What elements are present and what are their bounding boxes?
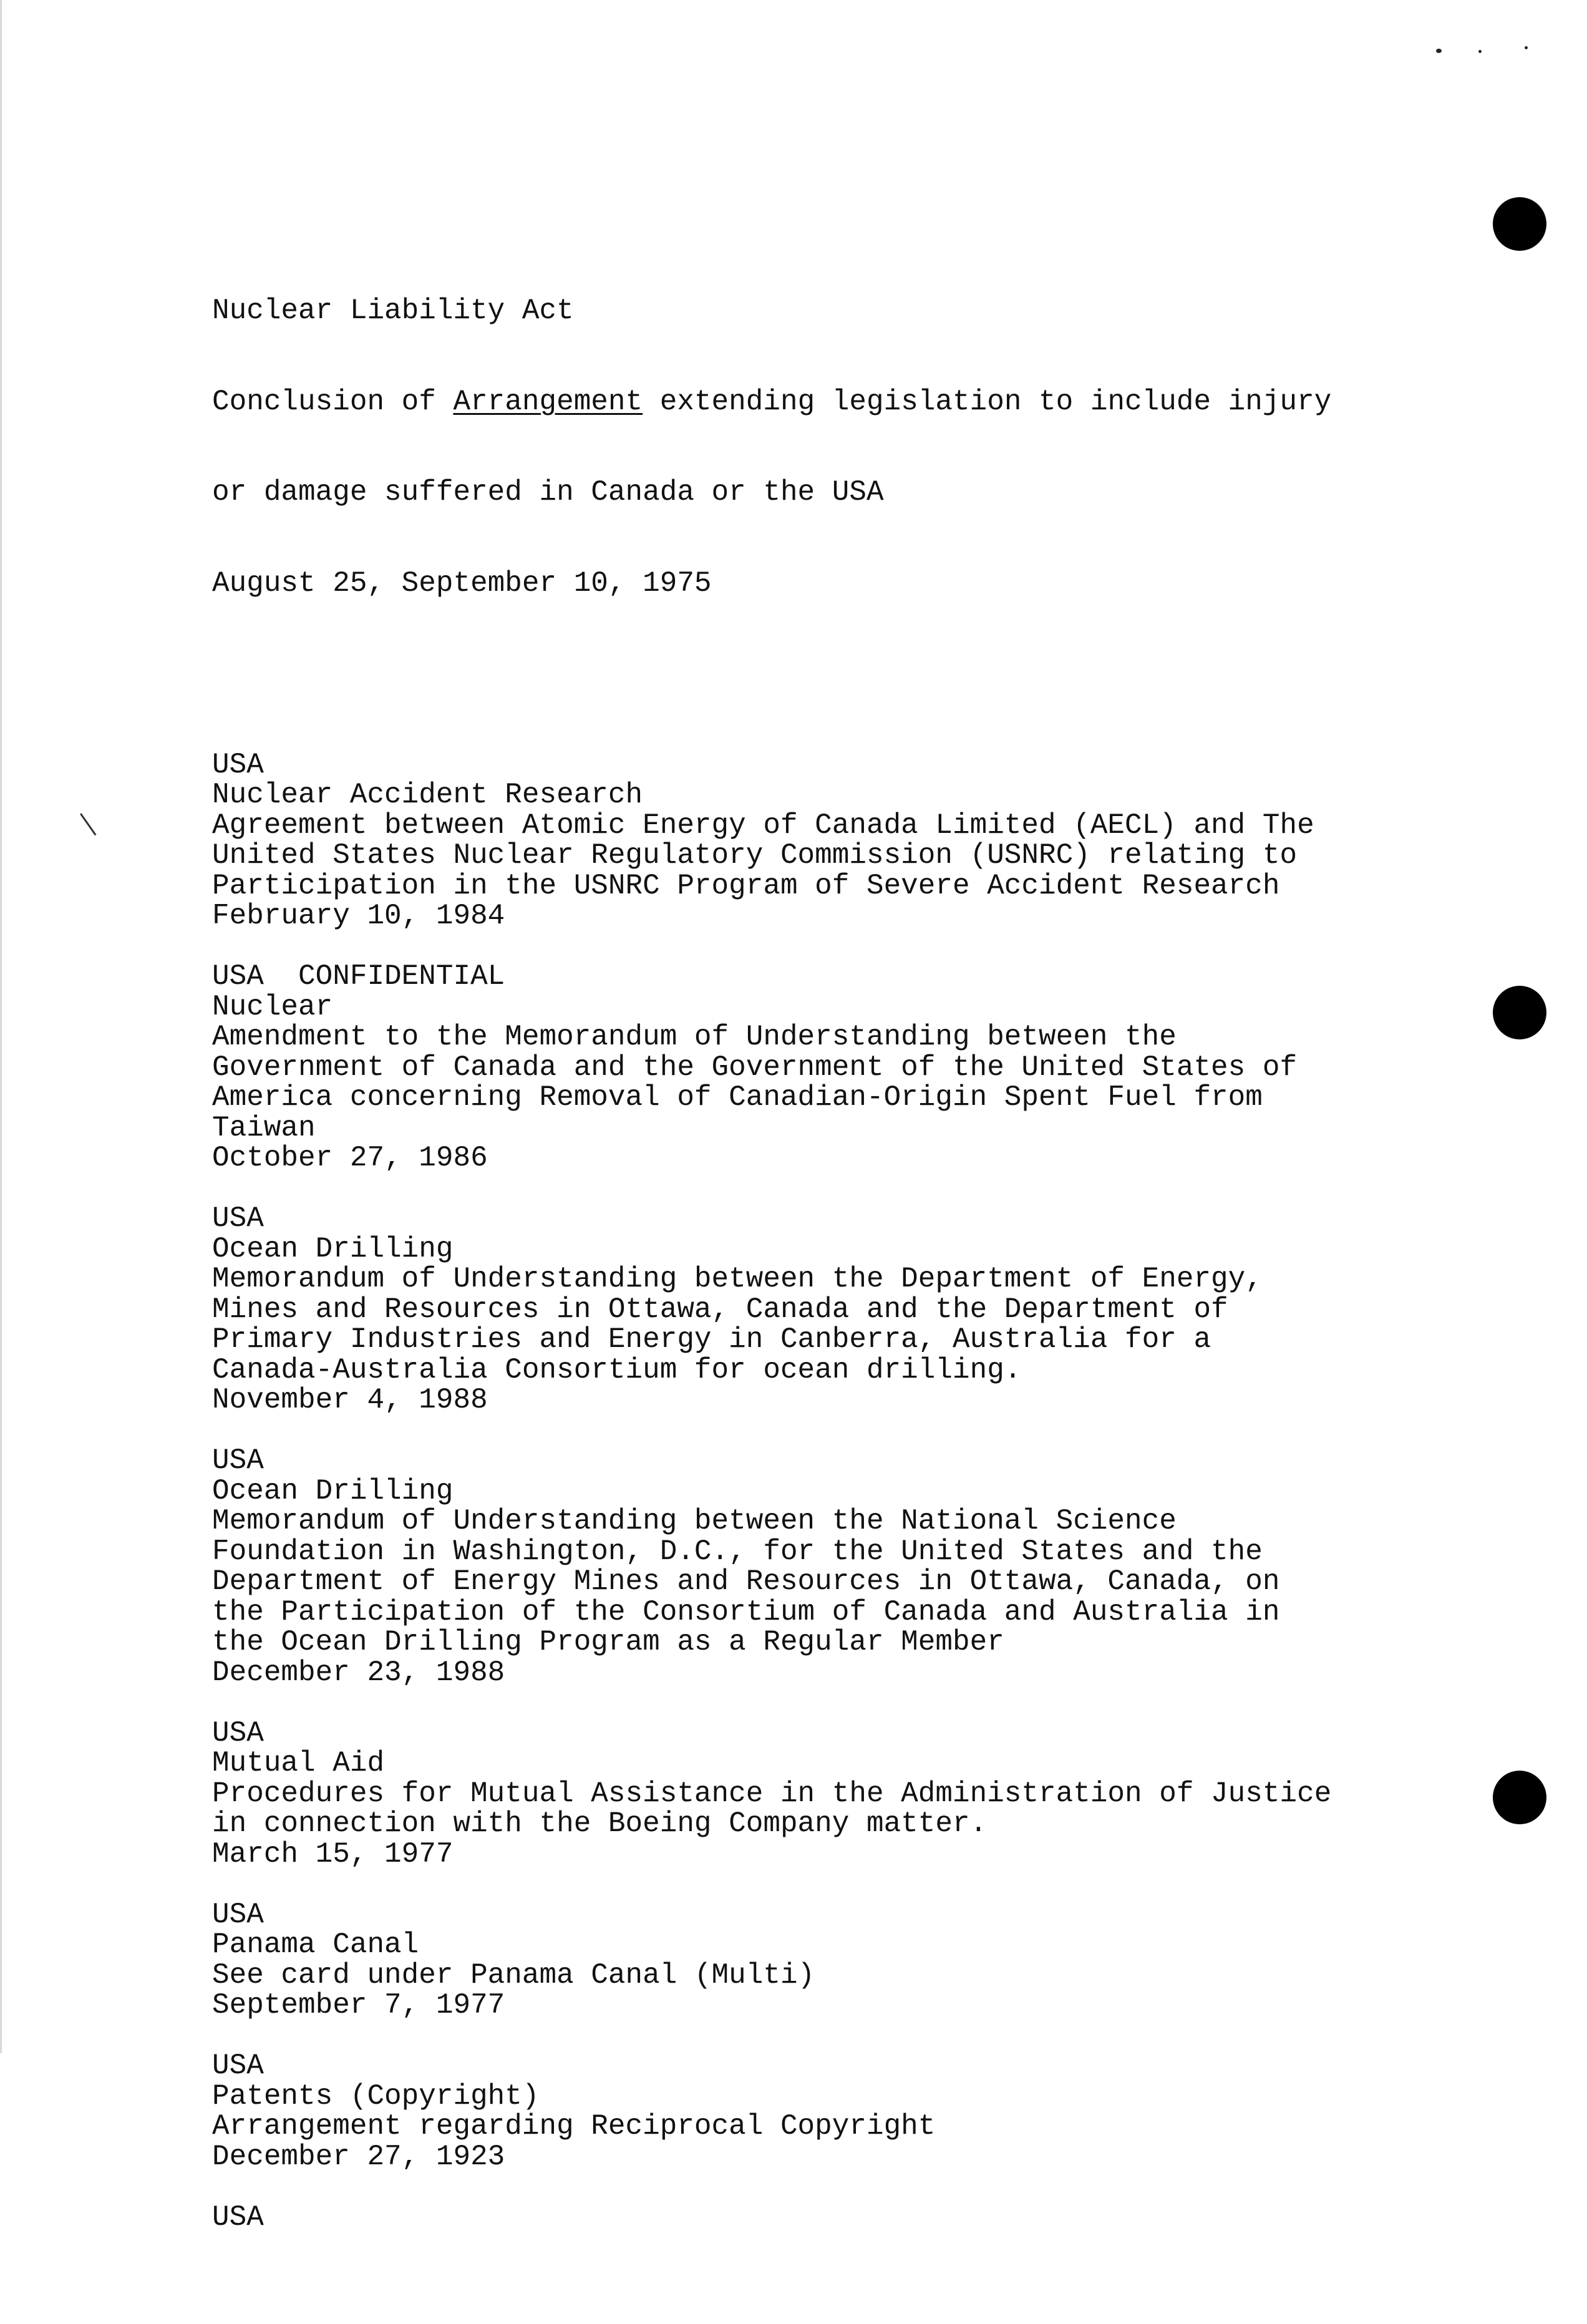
entry-line: November 4, 1988	[212, 1384, 488, 1416]
document-body	[212, 175, 1435, 2323]
entry-line: America concerning Removal of Canadian-Origin Spent Fuel from	[212, 1081, 1263, 1114]
entry-line: Department of Energy Mines and Resources in Ottawa, Canada, on	[212, 1565, 1280, 1598]
entry-line: Mutual Aid	[212, 1747, 385, 1779]
entry-line: Taiwan	[212, 1111, 316, 1144]
entry-line: December 23, 1988	[212, 1656, 505, 1689]
entry-text: extending legislation to include injury	[643, 385, 1332, 418]
entry	[212, 961, 1435, 1174]
entry-line: Nuclear Liability Act	[212, 294, 574, 327]
entry	[212, 1446, 1435, 1688]
entry-line: Amendment to the Memorandum of Understanding between the	[212, 1021, 1177, 1053]
entry-line: Participation in the USNRC Program of Severe Accident Research	[212, 869, 1280, 902]
entry-line: Arrangement regarding Reciprocal Copyright	[212, 2110, 936, 2142]
entry-line: Mines and Resources in Ottawa, Canada and the Department of	[212, 1293, 1228, 1326]
entry	[212, 1900, 1435, 2021]
entry-list	[212, 750, 1435, 2233]
entry-line	[212, 387, 1435, 417]
entry	[212, 2051, 1435, 2172]
entry-line: USA	[212, 1898, 264, 1931]
entry-nuclear-liability	[212, 235, 1435, 659]
entry-line: Foundation in Washington, D.C., for the United States and the	[212, 1535, 1263, 1568]
entry-line: March 15, 1977	[212, 1837, 454, 1870]
entry-text: Conclusion of	[212, 385, 454, 418]
scan-speck	[1478, 50, 1482, 53]
entry-line: USA	[212, 748, 264, 781]
entry-line: See card under Panama Canal (Multi)	[212, 1958, 815, 1991]
entry-line: October 27, 1986	[212, 1142, 488, 1174]
page-left-edge	[0, 0, 2, 2053]
entry-line: February 10, 1984	[212, 900, 505, 932]
entry-line: Patents (Copyright)	[212, 2079, 540, 2113]
punch-hole-bottom	[1493, 1771, 1546, 1824]
entry-line: Memorandum of Understanding between the Department of Energy,	[212, 1263, 1263, 1295]
entry-line: September 7, 1977	[212, 1989, 505, 2021]
punch-hole-top	[1493, 197, 1546, 251]
entry-line: USA CONFIDENTIAL	[212, 960, 505, 993]
entry-line: Memorandum of Understanding between the National Science	[212, 1505, 1177, 1537]
entry	[212, 2202, 1435, 2233]
entry-line: United States Nuclear Regulatory Commission (USNRC) relating to	[212, 839, 1298, 872]
scan-speck	[1525, 46, 1528, 49]
entry-line: Ocean Drilling	[212, 1474, 454, 1507]
scan-speck	[1436, 49, 1442, 53]
underlined-word: Arrangement	[453, 385, 643, 418]
entry-line: USA	[212, 2049, 264, 2082]
entry-line: Agreement between Atomic Energy of Canada Limited (AECL) and The	[212, 809, 1314, 842]
scan-mark	[80, 813, 97, 835]
entry-date: August 25, September 10, 1975	[212, 566, 712, 600]
entry-line: USA	[212, 1716, 264, 1749]
entry-line: Nuclear	[212, 990, 333, 1023]
entry-line: or damage suffered in Canada or the USA	[212, 476, 884, 508]
punch-hole-middle	[1493, 986, 1546, 1039]
entry-line: December 27, 1923	[212, 2140, 505, 2173]
entry-line: Primary Industries and Energy in Canberra, Australia for a	[212, 1323, 1211, 1356]
entry	[212, 1718, 1435, 1870]
entry-line: Government of Canada and the Government of the United States of	[212, 1051, 1298, 1084]
entry-line: the Ocean Drilling Program as a Regular Member	[212, 1626, 1004, 1658]
entry-line: USA	[212, 1202, 264, 1235]
entry-line: Panama Canal	[212, 1928, 419, 1961]
entry-line: in connection with the Boeing Company matter.	[212, 1807, 988, 1840]
entry	[212, 1203, 1435, 1416]
entry-line: the Participation of the Consortium of Canada and Australia in	[212, 1595, 1280, 1628]
entry-line: Nuclear Accident Research	[212, 779, 643, 811]
entry-line: Procedures for Mutual Assistance in the Administration of Justice	[212, 1777, 1332, 1810]
entry-line: Ocean Drilling	[212, 1232, 454, 1265]
entry-line: Canada-Australia Consortium for ocean drilling.	[212, 1353, 1022, 1386]
entry	[212, 750, 1435, 931]
entry-line: USA	[212, 2200, 264, 2234]
entry-line: USA	[212, 1444, 264, 1477]
